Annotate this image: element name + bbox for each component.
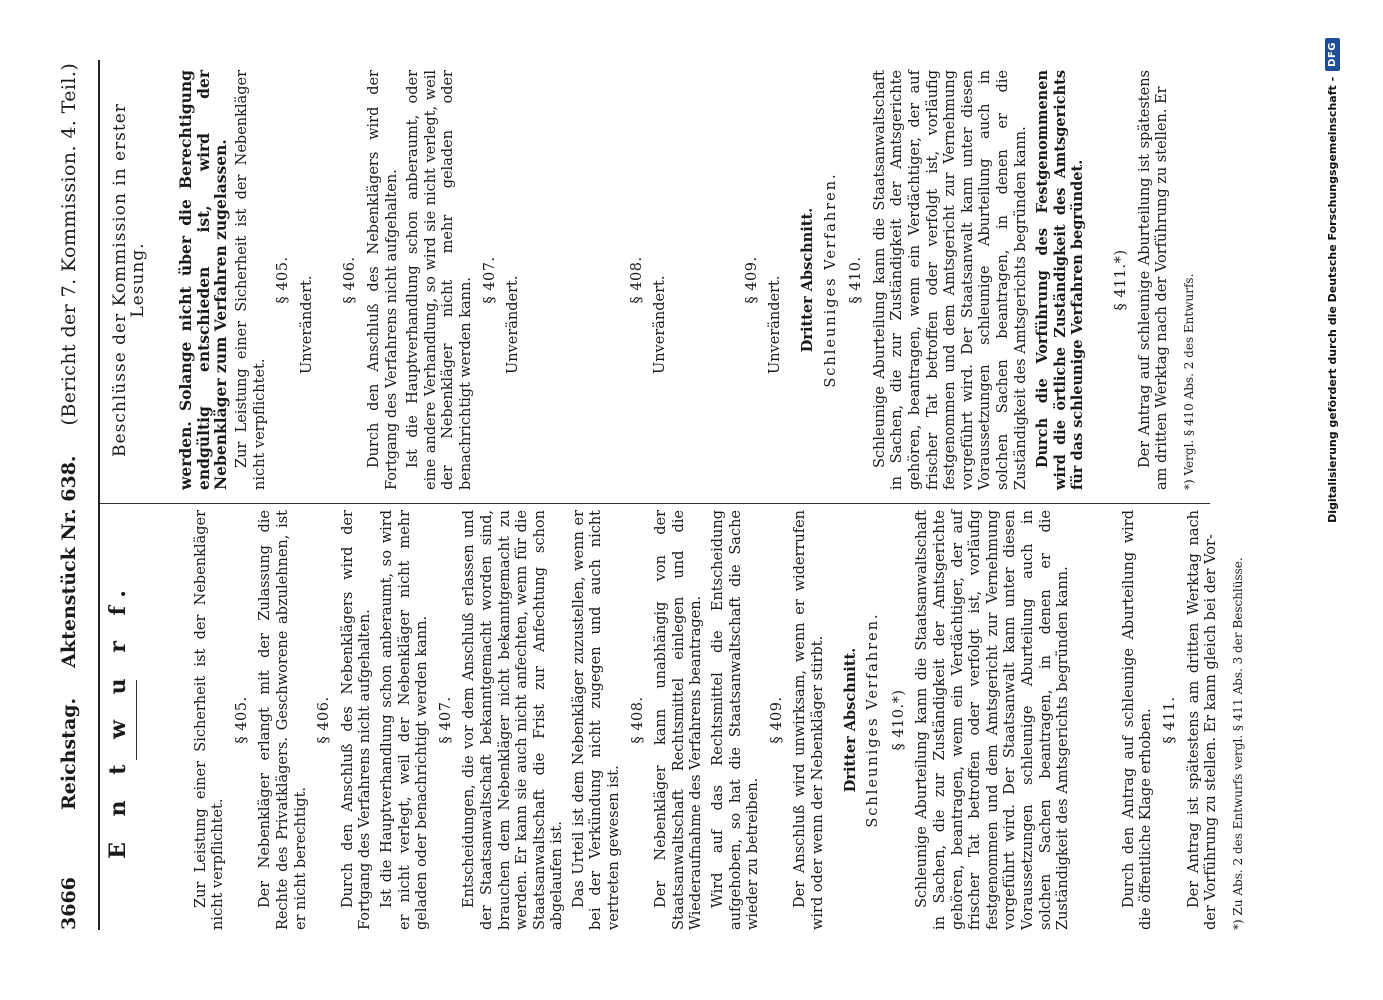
resolutions-409-unchanged: Unverändert. [767, 275, 784, 374]
draft-section-405: § 405. [233, 696, 250, 744]
resolutions-405-unchanged: Unverändert. [298, 275, 315, 374]
draft-title: E n t w u r f. [105, 581, 131, 859]
resolutions-section-405: § 405. [275, 256, 292, 304]
digitization-note: Digitalisierung gefördert durch die Deutsche Forschungsgemeinschaft - [1325, 76, 1339, 523]
draft-column [100, 510, 1245, 930]
resolutions-section-409: § 409. [743, 256, 760, 304]
draft-407-text-a: Entscheidungen, die vor dem Anschluß erlassen und der Staatsanwaltschaft bekanntgemacht worden sind, brauchen dem Nebenkläger nicht bekanntgemacht zu werden. Er kann sie auch nicht anfechten, wenn für die Staatsanwaltschaft die Frist zur Anfechtung schon abgelaufen ist. [461, 510, 566, 930]
draft-section-411: § 411. [1161, 696, 1178, 744]
resolutions-section-411: § 411.*) [1112, 249, 1129, 311]
resolutions-section-410: § 410. [848, 256, 865, 304]
draft-406-text-b: Ist die Hauptverhandlung schon anberaumt, so wird er nicht verlegt, weil der Nebenkläger nicht mehr geladen oder benachrichtigt werden kann. [378, 510, 431, 930]
draft-section-407: § 407. [437, 696, 454, 744]
draft-408-text-a: Der Nebenkläger kann unabhängig von der Staatsanwaltschaft Rechtsmittel einlegen und die Wiederaufnahme des Verfahrens beantragen. [653, 510, 705, 930]
header-org: Reichstag. [58, 697, 80, 810]
draft-section-410: § 410.*) [890, 689, 907, 751]
resolutions-406-text-b: Ist die Hauptverhandlung schon anberaumt, oder eine andere Verhandlung, so wird sie nicht verlegt, weil der Nebenkläger nicht mehr geladen oder benachrichtigt werden kann. [405, 70, 474, 490]
resolutions-section-408: § 408. [628, 256, 645, 304]
title-rule [136, 680, 137, 760]
resolutions-jurisdiction-text: Durch die Vorführung des Festgenommenen wird die örtliche Zuständigkeit des Amtsgerichts für das schleunige Verfahren begründet. [1034, 70, 1087, 490]
resolutions-footnote: *) Vergl. § 410 Abs. 2 des Entwurfs. [1181, 273, 1196, 490]
draft-section-406: § 406. [316, 696, 333, 744]
resolutions-title: Beschlüsse der Kommission in erster Lesung. [110, 103, 148, 457]
resolutions-section-407: § 407. [481, 256, 498, 304]
draft-408-text-b: Wird auf das Rechtsmittel die Entscheidung aufgehoben, so hat die Staatsanwaltschaft die Sache wieder zu betreiben. [710, 510, 762, 930]
draft-section-408: § 408. [629, 696, 646, 744]
column-divider [100, 503, 1210, 504]
draft-405-text: Der Nebenkläger erlangt mit der Zulassung die Rechte des Privatklägers. Geschworene abzulehnen, ist er nicht berechtigt. [257, 510, 309, 930]
draft-410-text: Schleunige Aburteilung kann die Staatsanwaltschaft in Sachen, die zur Zuständigkeit der Amtsgerichte gehören, beantragen, wenn ein Verdächtiger, der auf frischer Tat betroffen oder verfolgt ist, vorläufig festgenommen und dem Amtsgericht zur Vernehmung vorgeführt wird. Der Staatsanwalt kann unter diesen Voraussetzungen schleunige Aburteilung auch in solchen Sachen beantragen, in denen er die Zuständigkeit des Amtsgerichts begründen kann. [914, 510, 1072, 930]
resolutions-security-paragraph: Zur Leistung einer Sicherheit ist der Nebenkläger nicht verpflichtet. [233, 70, 268, 490]
draft-part-heading: Dritter Abschnitt. [841, 647, 859, 793]
draft-406-text-a: Durch den Anschluß des Nebenklägers wird der Fortgang des Verfahrens nicht aufgehalten. [339, 510, 374, 930]
resolutions-407-unchanged: Unverändert. [505, 275, 522, 374]
resolutions-408-unchanged: Unverändert. [652, 275, 669, 374]
draft-409-text: Der Anschluß wird unwirksam, wenn er widerrufen wird oder wenn der Nebenkläger stirbt. [792, 510, 826, 930]
draft-public-charge-text: Durch den Antrag auf schleunige Aburteilung wird die öffentliche Klage erhoben. [1120, 510, 1155, 930]
resolutions-lead-text: werden. Solange nicht über die Berechtigung endgültig entschieden ist, wird der Nebenkläger zum Verfahren zugelassen. [176, 70, 231, 490]
resolutions-part-heading: Dritter Abschnitt. [799, 207, 817, 353]
resolutions-part-title: Schleuniges Verfahren. [822, 172, 839, 388]
digitization-stamp [1322, 38, 1342, 968]
header-document-number: Aktenstück Nr. 638. [58, 455, 80, 668]
draft-407-text-b: Das Urteil ist dem Nebenkläger zuzustellen, wenn er bei der Verkündung nicht zugegen und auch nicht vertreten gewesen ist. [570, 510, 623, 930]
page-number: 3666 [58, 877, 80, 930]
dfg-logo: DFG [1325, 38, 1340, 71]
resolutions-410-text: Schleunige Aburteilung kann die Staatsanwaltschaft in Sachen, die zur Zuständigkeit der Amtsgerichte gehören, beantragen, wenn ein Verdächtiger, der auf frischer Tat betroffen oder verfolgt ist, vorläufig festgenommen und dem Amtsgericht zur Vernehmung vorgeführt wird. Der Staatsanwalt kann unter diesen Voraussetzungen schleunige Aburteilung auch in solchen Sachen beantragen, in denen er die Zuständigkeit des Amtsgerichts begründen kann. [871, 70, 1029, 490]
resolutions-section-406: § 406. [342, 256, 359, 304]
draft-part-title: Schleuniges Verfahren. [865, 612, 882, 828]
draft-411-text: Der Antrag ist spätestens am dritten Werktag nach der Vorführung zu stellen. Er kann gleich bei der Vor- [1185, 510, 1220, 930]
draft-section-409: § 409. [768, 696, 785, 744]
draft-footnote: *) Zu Abs. 2 des Entwurfs vergl. § 411 Abs. 3 der Beschlüsse. [1230, 557, 1245, 930]
resolutions-406-text-a: Durch den Anschluß des Nebenklägers wird der Fortgang des Verfahrens nicht aufgehalten. [365, 70, 400, 490]
resolutions-column [100, 70, 1196, 490]
header-report: (Bericht der 7. Kommission. 4. Teil.) [58, 62, 80, 426]
page-header [58, 60, 100, 930]
resolutions-411-text: Der Antrag auf schleunige Aburteilung ist spätestens am dritten Werktag nach der Vorführung zu stellen. Er [1136, 70, 1171, 490]
draft-security-paragraph: Zur Leistung einer Sicherheit ist der Nebenkläger nicht verpflichtet. [192, 510, 227, 930]
